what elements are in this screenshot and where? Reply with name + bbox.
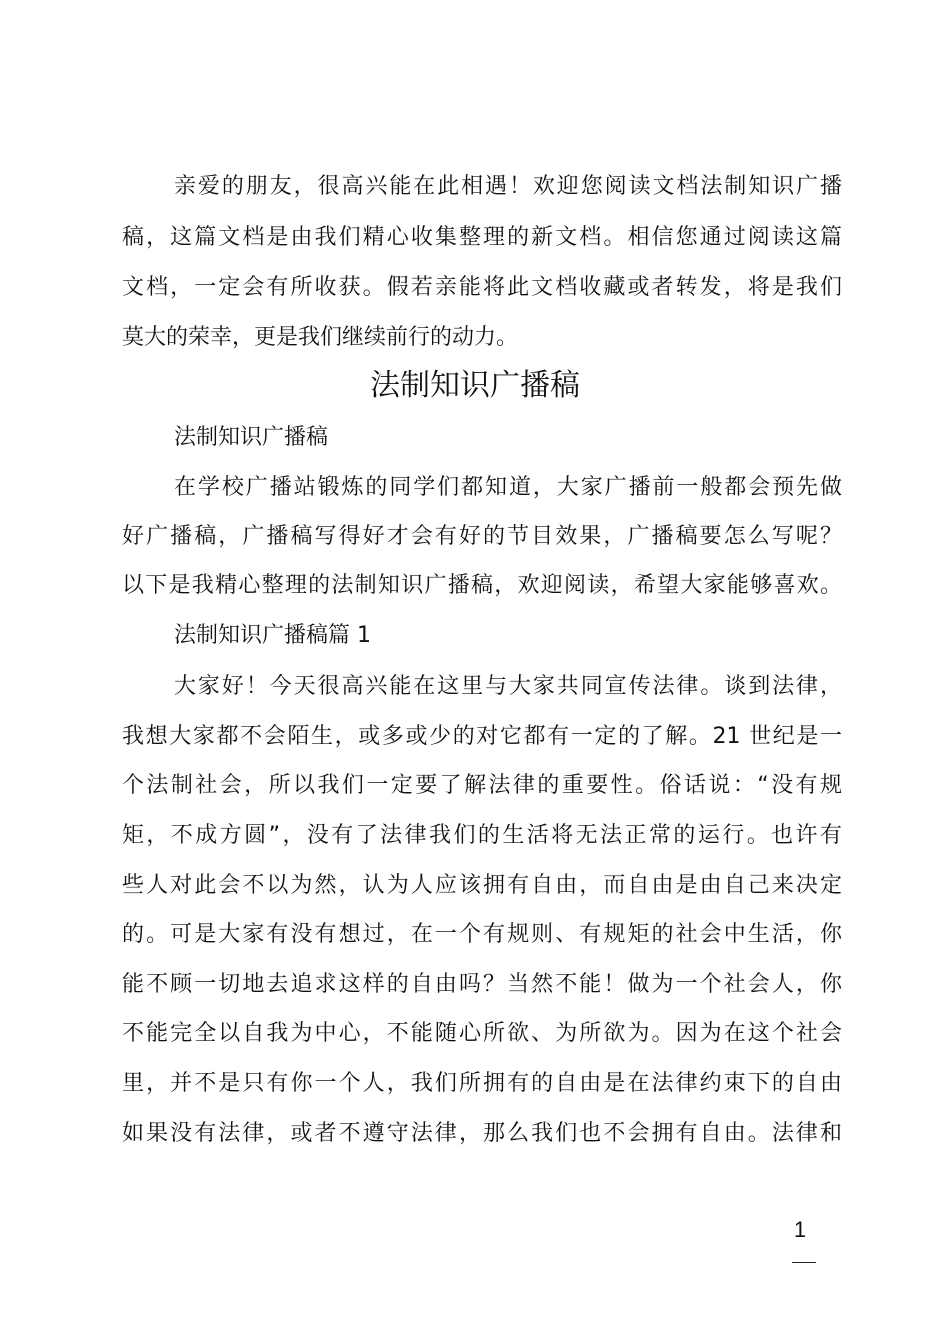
paragraph-line: 我想大家都不会陌生，或多或少的对它都有一定的了解。21 世纪是一 [122, 724, 842, 749]
paragraph-line: 不能完全以自我为中心，不能随心所欲、为所欲为。因为在这个社会 [122, 1021, 842, 1046]
intro-line: 莫大的荣幸，更是我们继续前行的动力。 [122, 325, 519, 350]
intro-line: 稿，这篇文档是由我们精心收集整理的新文档。相信您通过阅读这篇 [122, 225, 842, 250]
paragraph-line: 里，并不是只有你一个人，我们所拥有的自由是在法律约束下的自由 [122, 1071, 842, 1096]
intro-line: 文档，一定会有所收获。假若亲能将此文档收藏或者转发，将是我们 [122, 275, 842, 300]
paragraph-line: 的。可是大家有没有想过，在一个有规则、有规矩的社会中生活，你 [122, 922, 842, 947]
page-number-underline [792, 1262, 816, 1263]
intro-line: 亲爱的朋友，很高兴能在此相遇！欢迎您阅读文档法制知识广播 [174, 174, 842, 199]
document-title: 法制知识广播稿 [370, 368, 580, 403]
paragraph-line: 好广播稿，广播稿写得好才会有好的节目效果，广播稿要怎么写呢？ [122, 524, 842, 549]
paragraph-line: 在学校广播站锻炼的同学们都知道，大家广播前一般都会预先做 [174, 475, 842, 500]
paragraph-line: 个法制社会，所以我们一定要了解法律的重要性。俗话说：“没有规 [122, 773, 842, 798]
section-heading: 法制知识广播稿篇 1 [174, 623, 371, 648]
paragraph-line: 如果没有法律，或者不遵守法律，那么我们也不会拥有自由。法律和 [122, 1121, 842, 1146]
paragraph-line: 矩，不成方圆”，没有了法律我们的生活将无法正常的运行。也许有 [122, 823, 842, 848]
page-number: 1 [793, 1217, 807, 1242]
paragraph-line: 以下是我精心整理的法制知识广播稿，欢迎阅读，希望大家能够喜欢。 [122, 573, 842, 598]
subtitle: 法制知识广播稿 [174, 425, 329, 450]
paragraph-line: 大家好！今天很高兴能在这里与大家共同宣传法律。谈到法律， [174, 674, 842, 699]
paragraph-line: 能不顾一切地去追求这样的自由吗？当然不能！做为一个社会人，你 [122, 972, 842, 997]
paragraph-line: 些人对此会不以为然，认为人应该拥有自由，而自由是由自己来决定 [122, 873, 842, 898]
